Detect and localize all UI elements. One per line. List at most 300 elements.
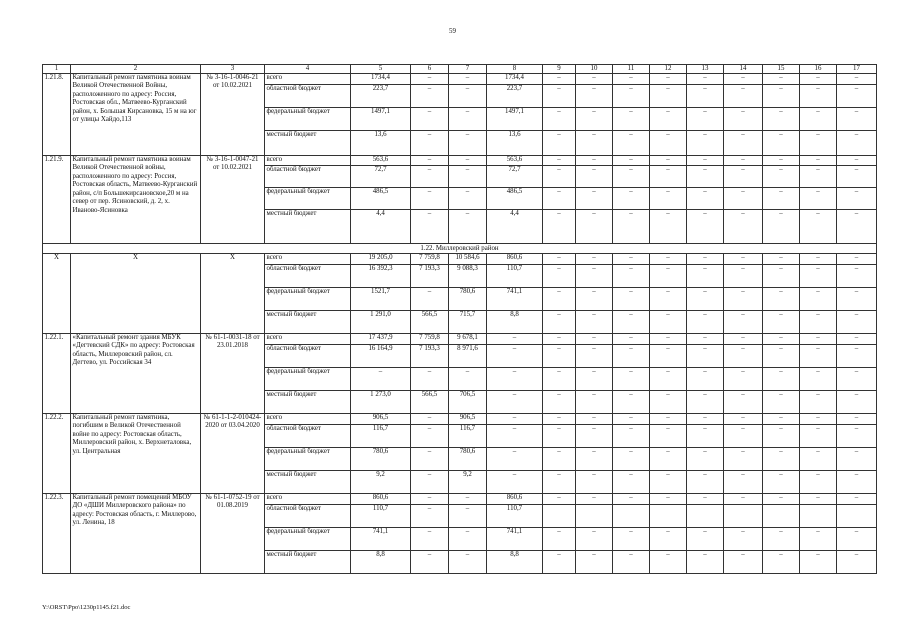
value-cell: 566,5 <box>411 391 449 414</box>
value-cell: – <box>687 288 724 311</box>
value-cell: – <box>613 345 650 368</box>
value-cell: – <box>763 368 800 391</box>
value-cell: – <box>613 368 650 391</box>
funding-type-cell: областной бюджет <box>265 85 351 108</box>
value-cell: 110,7 <box>487 505 543 528</box>
value-cell: – <box>650 448 687 471</box>
value-cell: – <box>411 414 449 425</box>
value-cell: 486,5 <box>351 188 411 210</box>
value-cell: 9 678,1 <box>449 334 487 345</box>
funding-type-cell: местный бюджет <box>265 551 351 574</box>
funding-type-cell: областной бюджет <box>265 425 351 448</box>
value-cell: – <box>613 471 650 494</box>
value-cell: 486,5 <box>487 188 543 210</box>
value-cell: – <box>800 108 837 131</box>
value-cell: – <box>800 166 837 188</box>
column-number-cell: 12 <box>650 65 687 74</box>
value-cell: – <box>449 210 487 244</box>
column-number-cell: 15 <box>763 65 800 74</box>
value-cell: – <box>800 528 837 551</box>
value-cell: – <box>800 210 837 244</box>
value-cell: – <box>487 334 543 345</box>
value-cell: – <box>837 551 877 574</box>
value-cell: – <box>449 156 487 166</box>
value-cell: – <box>650 210 687 244</box>
funding-type-cell: всего <box>265 414 351 425</box>
value-cell: – <box>763 471 800 494</box>
file-path-footer: Y:\ORST\Ppo\1230p1145.f21.doc <box>42 604 131 611</box>
funding-type-cell: федеральный бюджет <box>265 188 351 210</box>
value-cell: – <box>411 368 449 391</box>
value-cell: – <box>650 471 687 494</box>
value-cell: – <box>800 414 837 425</box>
value-cell: 566,5 <box>411 311 449 334</box>
value-cell: 780,6 <box>351 448 411 471</box>
value-cell: 19 205,0 <box>351 254 411 265</box>
value-cell: – <box>650 551 687 574</box>
value-cell: 116,7 <box>449 425 487 448</box>
column-number-cell: 5 <box>351 65 411 74</box>
value-cell: – <box>763 188 800 210</box>
value-cell: – <box>724 551 763 574</box>
value-cell: – <box>613 311 650 334</box>
value-cell: – <box>687 188 724 210</box>
value-cell: – <box>613 551 650 574</box>
value-cell: – <box>576 156 613 166</box>
value-cell: – <box>576 471 613 494</box>
value-cell: – <box>411 505 449 528</box>
value-cell: – <box>687 131 724 156</box>
total-marker-cell: Х <box>201 254 265 334</box>
value-cell: – <box>411 156 449 166</box>
value-cell: – <box>576 188 613 210</box>
value-cell: – <box>576 265 613 288</box>
value-cell: – <box>613 131 650 156</box>
value-cell: – <box>487 414 543 425</box>
value-cell: – <box>411 108 449 131</box>
value-cell: 17 437,9 <box>351 334 411 345</box>
value-cell: – <box>449 131 487 156</box>
value-cell: – <box>687 210 724 244</box>
value-cell: – <box>724 528 763 551</box>
value-cell: – <box>449 494 487 505</box>
value-cell <box>800 505 837 528</box>
value-cell: 741,1 <box>351 528 411 551</box>
project-document-cell: № 3-16-1-0047-21 от 10.02.2021 <box>201 156 265 244</box>
value-cell: – <box>837 414 877 425</box>
value-cell: – <box>613 108 650 131</box>
project-description-cell: Капитальный ремонт памятника воинам Великой Отечественной Войны, расположенного по адресу: Россия, Ростовская обл., Матвеево-Курганский район, х. Большая Кирсановка, 15 м на юг от улицы Хайдо,113 <box>71 74 201 156</box>
value-cell: – <box>687 551 724 574</box>
value-cell: – <box>650 166 687 188</box>
value-cell: – <box>837 131 877 156</box>
value-cell: – <box>837 528 877 551</box>
value-cell: – <box>687 334 724 345</box>
value-cell: – <box>724 448 763 471</box>
table-row <box>43 156 877 166</box>
value-cell: 860,6 <box>351 494 411 505</box>
value-cell: 741,1 <box>487 528 543 551</box>
value-cell: – <box>543 448 576 471</box>
value-cell: – <box>687 166 724 188</box>
value-cell: – <box>837 425 877 448</box>
value-cell: – <box>576 345 613 368</box>
value-cell: 72,7 <box>351 166 411 188</box>
value-cell: 16 392,3 <box>351 265 411 288</box>
value-cell: – <box>650 391 687 414</box>
value-cell: 13,6 <box>351 131 411 156</box>
value-cell: – <box>800 74 837 85</box>
value-cell: – <box>650 288 687 311</box>
value-cell: 715,7 <box>449 311 487 334</box>
value-cell: 906,5 <box>449 414 487 425</box>
project-document-cell: № 61-1-0752-19 от 01.08.2019 <box>201 494 265 574</box>
value-cell: – <box>487 345 543 368</box>
value-cell: 860,6 <box>487 494 543 505</box>
value-cell: – <box>763 254 800 265</box>
value-cell: – <box>724 368 763 391</box>
project-number-cell: 1.22.1. <box>43 334 71 414</box>
value-cell: – <box>650 254 687 265</box>
total-marker-cell: Х <box>43 254 71 334</box>
value-cell: 563,6 <box>351 156 411 166</box>
value-cell: 8 971,6 <box>449 345 487 368</box>
project-document-cell: № 61-1-1-2-010424-2020 от 03.04.2020 <box>201 414 265 494</box>
value-cell: – <box>576 210 613 244</box>
value-cell: – <box>449 188 487 210</box>
value-cell: – <box>724 288 763 311</box>
value-cell <box>576 505 613 528</box>
column-number-cell: 3 <box>201 65 265 74</box>
value-cell: – <box>576 288 613 311</box>
value-cell: – <box>687 528 724 551</box>
value-cell: – <box>687 391 724 414</box>
funding-type-cell: местный бюджет <box>265 311 351 334</box>
value-cell <box>763 505 800 528</box>
funding-type-cell: федеральный бюджет <box>265 448 351 471</box>
project-document-cell: № 3-16-1-0046-21 от 10.02.2021 <box>201 74 265 156</box>
value-cell: – <box>576 448 613 471</box>
value-cell: – <box>724 471 763 494</box>
project-description-cell: Капитальный ремонт памятника воинам Великой Отечественной войны, расположенного по адресу: Россия, Ростовская область, Матвеево-Курганский район, с/п Большекирсановское,20 м на север от пер. Ясиновский, д. 2, х. Иваново-Ясиновка <box>71 156 201 244</box>
value-cell: 1 273,0 <box>351 391 411 414</box>
value-cell: 860,6 <box>487 254 543 265</box>
value-cell: – <box>613 528 650 551</box>
value-cell: – <box>837 471 877 494</box>
value-cell: 9,2 <box>351 471 411 494</box>
value-cell: – <box>411 188 449 210</box>
value-cell: – <box>687 311 724 334</box>
funding-type-cell: областной бюджет <box>265 505 351 528</box>
funding-type-cell: областной бюджет <box>265 265 351 288</box>
value-cell: – <box>576 74 613 85</box>
value-cell: – <box>763 311 800 334</box>
funding-type-cell: всего <box>265 254 351 265</box>
value-cell: – <box>543 210 576 244</box>
funding-type-cell: федеральный бюджет <box>265 368 351 391</box>
value-cell: – <box>543 166 576 188</box>
value-cell: – <box>411 288 449 311</box>
column-number-cell: 8 <box>487 65 543 74</box>
value-cell: 7 759,8 <box>411 254 449 265</box>
value-cell: – <box>487 471 543 494</box>
value-cell: – <box>449 85 487 108</box>
value-cell: – <box>487 448 543 471</box>
value-cell: – <box>650 528 687 551</box>
value-cell: – <box>763 448 800 471</box>
value-cell: 223,7 <box>487 85 543 108</box>
column-number-cell: 7 <box>449 65 487 74</box>
value-cell: – <box>650 85 687 108</box>
column-number-cell: 6 <box>411 65 449 74</box>
column-number-cell: 4 <box>265 65 351 74</box>
value-cell: – <box>543 254 576 265</box>
value-cell: – <box>487 425 543 448</box>
value-cell: – <box>449 551 487 574</box>
value-cell: – <box>837 448 877 471</box>
value-cell: – <box>543 108 576 131</box>
value-cell: – <box>837 334 877 345</box>
value-cell: – <box>613 210 650 244</box>
value-cell: – <box>543 334 576 345</box>
value-cell: – <box>543 368 576 391</box>
value-cell: – <box>613 166 650 188</box>
value-cell: – <box>613 156 650 166</box>
value-cell: – <box>763 288 800 311</box>
project-document-cell: № 61-1-0031-18 от 23.01.2018 <box>201 334 265 414</box>
value-cell: – <box>650 156 687 166</box>
column-number-cell: 16 <box>800 65 837 74</box>
value-cell: – <box>763 265 800 288</box>
value-cell: – <box>800 368 837 391</box>
value-cell: – <box>650 311 687 334</box>
value-cell: – <box>724 74 763 85</box>
value-cell: – <box>800 188 837 210</box>
funding-type-cell: местный бюджет <box>265 210 351 244</box>
value-cell: – <box>724 334 763 345</box>
value-cell: – <box>687 471 724 494</box>
funding-type-cell: федеральный бюджет <box>265 108 351 131</box>
value-cell: – <box>411 210 449 244</box>
value-cell: – <box>543 391 576 414</box>
value-cell: – <box>763 414 800 425</box>
value-cell <box>724 505 763 528</box>
value-cell: – <box>724 414 763 425</box>
value-cell: – <box>613 448 650 471</box>
value-cell: – <box>763 345 800 368</box>
value-cell: 7 193,3 <box>411 265 449 288</box>
column-number-cell: 14 <box>724 65 763 74</box>
value-cell: 7 759,8 <box>411 334 449 345</box>
value-cell: – <box>837 368 877 391</box>
funding-type-cell: местный бюджет <box>265 471 351 494</box>
value-cell: – <box>613 288 650 311</box>
value-cell: – <box>763 334 800 345</box>
value-cell: – <box>687 156 724 166</box>
value-cell: – <box>576 108 613 131</box>
column-number-cell: 17 <box>837 65 877 74</box>
value-cell: – <box>449 74 487 85</box>
value-cell: 741,1 <box>487 288 543 311</box>
value-cell: – <box>650 368 687 391</box>
value-cell: – <box>411 494 449 505</box>
value-cell: – <box>613 494 650 505</box>
value-cell: – <box>411 166 449 188</box>
value-cell: 10 584,6 <box>449 254 487 265</box>
value-cell: – <box>837 254 877 265</box>
value-cell: 906,5 <box>351 414 411 425</box>
column-number-cell: 1 <box>43 65 71 74</box>
value-cell: – <box>576 414 613 425</box>
value-cell: – <box>837 288 877 311</box>
value-cell: 8,8 <box>487 551 543 574</box>
section-header-row <box>43 244 877 254</box>
value-cell: – <box>763 425 800 448</box>
funding-type-cell: федеральный бюджет <box>265 528 351 551</box>
value-cell: – <box>613 334 650 345</box>
funding-type-cell: областной бюджет <box>265 345 351 368</box>
value-cell: – <box>687 448 724 471</box>
value-cell: – <box>411 528 449 551</box>
value-cell: – <box>449 528 487 551</box>
project-number-cell: 1.22.3. <box>43 494 71 574</box>
value-cell: – <box>763 391 800 414</box>
value-cell: – <box>763 85 800 108</box>
value-cell: – <box>449 505 487 528</box>
value-cell: – <box>687 425 724 448</box>
value-cell: – <box>543 414 576 425</box>
value-cell: – <box>800 391 837 414</box>
value-cell: – <box>724 494 763 505</box>
total-marker-cell: Х <box>71 254 201 334</box>
project-number-cell: 1.22.2. <box>43 414 71 494</box>
value-cell: 780,6 <box>449 448 487 471</box>
value-cell: – <box>650 345 687 368</box>
value-cell: – <box>650 131 687 156</box>
value-cell: – <box>543 265 576 288</box>
funding-type-cell: местный бюджет <box>265 391 351 414</box>
column-number-cell: 9 <box>543 65 576 74</box>
value-cell: – <box>576 551 613 574</box>
project-number-cell: 1.21.8. <box>43 74 71 156</box>
value-cell: – <box>650 414 687 425</box>
value-cell: – <box>763 156 800 166</box>
value-cell: – <box>543 131 576 156</box>
value-cell: – <box>411 131 449 156</box>
value-cell: – <box>724 345 763 368</box>
value-cell: 1521,7 <box>351 288 411 311</box>
value-cell: – <box>724 108 763 131</box>
value-cell: – <box>449 166 487 188</box>
value-cell: 1497,1 <box>351 108 411 131</box>
page-number: 59 <box>449 27 456 35</box>
table-row <box>43 74 877 85</box>
value-cell: – <box>800 448 837 471</box>
value-cell: – <box>687 414 724 425</box>
value-cell: – <box>650 74 687 85</box>
value-cell: – <box>576 166 613 188</box>
funding-type-cell: всего <box>265 156 351 166</box>
value-cell: – <box>411 471 449 494</box>
funding-type-cell: всего <box>265 74 351 85</box>
value-cell: 706,5 <box>449 391 487 414</box>
value-cell: – <box>411 74 449 85</box>
value-cell: – <box>800 471 837 494</box>
value-cell: – <box>763 551 800 574</box>
project-description-cell: Капитальный ремонт помещений МБОУ ДО «ДШИ Миллеровского района» по адресу: Ростовская область, г. Миллерово, ул. Ленина, 18 <box>71 494 201 574</box>
value-cell: – <box>351 368 411 391</box>
value-cell: – <box>800 551 837 574</box>
value-cell <box>650 505 687 528</box>
value-cell: – <box>411 425 449 448</box>
value-cell: – <box>650 108 687 131</box>
value-cell: 16 164,9 <box>351 345 411 368</box>
value-cell: – <box>724 166 763 188</box>
value-cell: – <box>837 166 877 188</box>
column-number-cell: 2 <box>71 65 201 74</box>
value-cell: – <box>543 188 576 210</box>
value-cell: – <box>576 85 613 108</box>
value-cell: – <box>800 265 837 288</box>
value-cell: – <box>837 108 877 131</box>
value-cell: – <box>800 254 837 265</box>
value-cell: 13,6 <box>487 131 543 156</box>
value-cell <box>613 505 650 528</box>
value-cell: – <box>543 528 576 551</box>
value-cell: – <box>800 425 837 448</box>
value-cell: – <box>576 334 613 345</box>
value-cell: – <box>650 494 687 505</box>
value-cell: – <box>613 391 650 414</box>
funding-type-cell: местный бюджет <box>265 131 351 156</box>
value-cell: 223,7 <box>351 85 411 108</box>
value-cell: – <box>687 494 724 505</box>
project-description-cell: «Капитальный ремонт здания МБУК «Дегтевский СДК» по адресу: Ростовская область, Миллеровский район, сл. Дегтево, ул. Российская 34 <box>71 334 201 414</box>
value-cell: – <box>650 265 687 288</box>
value-cell: – <box>411 551 449 574</box>
value-cell: – <box>800 334 837 345</box>
funding-type-cell: всего <box>265 494 351 505</box>
value-cell: 116,7 <box>351 425 411 448</box>
value-cell: – <box>837 210 877 244</box>
value-cell: – <box>613 85 650 108</box>
value-cell: – <box>687 85 724 108</box>
value-cell: – <box>449 108 487 131</box>
value-cell: 8,8 <box>487 311 543 334</box>
table-row <box>43 334 877 345</box>
funding-type-cell: федеральный бюджет <box>265 288 351 311</box>
value-cell: – <box>449 368 487 391</box>
value-cell: – <box>687 254 724 265</box>
value-cell: – <box>837 188 877 210</box>
value-cell: – <box>687 74 724 85</box>
value-cell: 780,6 <box>449 288 487 311</box>
value-cell: – <box>724 425 763 448</box>
funding-type-cell: всего <box>265 334 351 345</box>
value-cell: – <box>724 265 763 288</box>
value-cell: – <box>837 265 877 288</box>
value-cell: – <box>613 425 650 448</box>
value-cell <box>543 505 576 528</box>
column-number-cell: 10 <box>576 65 613 74</box>
value-cell: – <box>687 265 724 288</box>
value-cell: – <box>687 108 724 131</box>
value-cell: – <box>837 345 877 368</box>
value-cell: 9 088,3 <box>449 265 487 288</box>
project-number-cell: 1.21.9. <box>43 156 71 244</box>
value-cell: – <box>837 74 877 85</box>
value-cell: – <box>724 131 763 156</box>
